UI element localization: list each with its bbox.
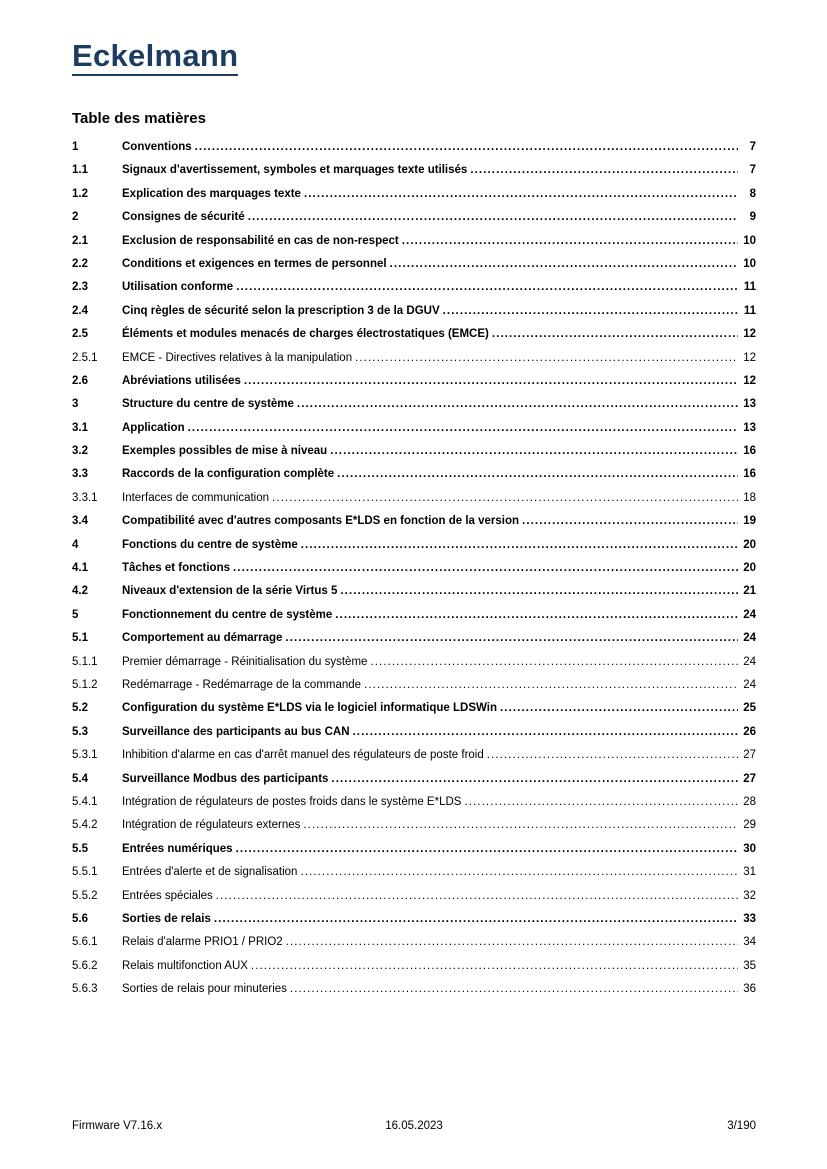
toc-entry[interactable] xyxy=(72,772,756,795)
toc-entry-page: 10 xyxy=(743,257,756,270)
toc-entry-title: Application xyxy=(122,421,185,434)
toc-entry-page: 12 xyxy=(743,374,756,387)
toc-leader-dots xyxy=(214,912,738,926)
toc-entry-number: 5.6 xyxy=(72,912,88,925)
toc-entry[interactable] xyxy=(72,327,756,350)
toc-leader-dots xyxy=(470,163,738,177)
toc-entry-page: 34 xyxy=(743,936,756,949)
toc-entry-title: Configuration du système E*LDS via le logiciel informatique LDSWin xyxy=(122,702,497,715)
toc-entry-number: 2.4 xyxy=(72,304,88,317)
toc-entry-number: 5.6.1 xyxy=(72,936,98,949)
toc-leader-dots xyxy=(402,234,738,248)
toc-entry-title: Relais multifonction AUX xyxy=(122,959,248,972)
toc-entry[interactable] xyxy=(72,163,756,186)
toc-leader-dots xyxy=(297,397,738,411)
toc-leader-dots xyxy=(301,538,738,552)
toc-entry-page: 11 xyxy=(743,304,756,317)
toc-entry-title: Compatibilité avec d'autres composants E*LDS en fonction de la version xyxy=(122,515,520,528)
toc-entry-number: 5.2 xyxy=(72,702,88,715)
toc-entry-number: 1 xyxy=(72,141,79,153)
page-footer xyxy=(72,1120,756,1132)
toc-leader-dots xyxy=(216,889,738,903)
toc-entry-title: Fonctionnement du centre de système xyxy=(122,608,333,621)
footer-firmware-version: Firmware V7.16.x xyxy=(72,1120,163,1132)
toc-leader-dots xyxy=(340,584,738,598)
footer-page-number: 3/190 xyxy=(727,1120,756,1132)
toc-entry-number: 4.2 xyxy=(72,585,88,598)
toc-leader-dots xyxy=(300,865,738,879)
company-logo: Eckelmann xyxy=(72,40,238,76)
toc-leader-dots xyxy=(304,187,738,201)
toc-entry-page: 12 xyxy=(743,351,756,364)
toc-entry-number: 5.4 xyxy=(72,772,88,785)
toc-entry-number: 2.6 xyxy=(72,374,88,387)
toc-leader-dots xyxy=(248,210,738,224)
toc-entry-title: Inhibition d'alarme en cas d'arrêt manuel des régulateurs de poste froid xyxy=(122,749,484,762)
toc-entry[interactable] xyxy=(72,397,756,420)
toc-entry[interactable] xyxy=(72,889,756,912)
toc-entry-title: Interfaces de communication xyxy=(122,491,270,504)
toc-entry-page: 26 xyxy=(743,725,756,738)
toc-leader-dots xyxy=(244,374,738,388)
toc-entry[interactable] xyxy=(72,725,756,748)
toc-entry-page: 16 xyxy=(743,468,756,481)
toc-entry[interactable] xyxy=(72,187,756,210)
toc-entry-page: 7 xyxy=(749,164,756,177)
toc-entry-title: Niveaux d'extension de la série Virtus 5 xyxy=(122,585,338,598)
toc-entry-title: Utilisation conforme xyxy=(122,281,234,294)
toc-entry-number: 5.1.2 xyxy=(72,678,98,691)
toc-entry[interactable] xyxy=(72,140,756,163)
toc-entry-number: 2 xyxy=(72,211,79,224)
header xyxy=(72,40,238,76)
toc-entry-page: 35 xyxy=(743,959,756,972)
toc-entry[interactable] xyxy=(72,561,756,584)
toc-entry-page: 18 xyxy=(743,491,756,504)
toc-entry-number: 1.2 xyxy=(72,187,88,200)
toc-entry[interactable] xyxy=(72,514,756,537)
toc-entry-number: 5.4.1 xyxy=(72,795,98,808)
toc-entry[interactable] xyxy=(72,608,756,631)
toc-entry-number: 5.3.1 xyxy=(72,749,98,762)
toc-entry-page: 12 xyxy=(743,328,756,341)
toc-entry[interactable] xyxy=(72,818,756,841)
toc-entry-number: 5.1 xyxy=(72,632,88,645)
toc-leader-dots xyxy=(390,257,738,271)
toc-leader-dots xyxy=(233,561,738,575)
toc-entry-page: 10 xyxy=(743,234,756,247)
toc-entry-title: Exemples possibles de mise à niveau xyxy=(122,445,328,458)
toc-entry[interactable] xyxy=(72,655,756,678)
toc-entry[interactable] xyxy=(72,748,756,771)
toc-entry-page: 29 xyxy=(743,819,756,832)
toc-entry-page: 20 xyxy=(743,562,756,575)
toc-leader-dots xyxy=(303,818,738,832)
toc-entry-number: 1.1 xyxy=(72,164,88,177)
toc-entry-page: 25 xyxy=(743,702,756,715)
toc-entry-title: Exclusion de responsabilité en cas de non-respect xyxy=(122,234,399,247)
toc-entry-number: 2.1 xyxy=(72,234,88,247)
toc-entry-title: Premier démarrage - Réinitialisation du système xyxy=(122,655,368,668)
toc-leader-dots xyxy=(487,748,738,762)
toc-entry-page: 16 xyxy=(743,445,756,458)
toc-entry-page: 19 xyxy=(743,515,756,528)
toc-entry-page: 32 xyxy=(743,889,756,902)
toc-leader-dots xyxy=(443,304,738,318)
toc-entry-number: 4 xyxy=(72,538,79,551)
toc-entry[interactable] xyxy=(72,257,756,280)
toc-entry-number: 5.6.2 xyxy=(72,959,98,972)
toc-entry[interactable] xyxy=(72,631,756,654)
toc-entry-title: Tâches et fonctions xyxy=(122,562,230,575)
toc-entry-title: Explication des marquages texte xyxy=(122,187,301,200)
toc-entry-page: 30 xyxy=(743,842,756,855)
toc-entry-title: Cinq règles de sécurité selon la prescription 3 de la DGUV xyxy=(122,304,440,317)
toc-entry-number: 2.3 xyxy=(72,281,88,294)
toc-entry-number: 2.5.1 xyxy=(72,351,98,364)
toc-leader-dots xyxy=(285,631,738,645)
toc-entry[interactable] xyxy=(72,210,756,233)
toc-entry-page: 11 xyxy=(743,281,756,294)
toc-entry-title: Consignes de sécurité xyxy=(122,211,245,224)
toc-leader-dots xyxy=(290,982,738,996)
toc-entry-number: 4.1 xyxy=(72,562,88,575)
toc-entry[interactable] xyxy=(72,795,756,818)
toc-entry-number: 5.5 xyxy=(72,842,88,855)
toc-leader-dots xyxy=(500,701,738,715)
toc-entry-number: 3.3.1 xyxy=(72,491,98,504)
toc-entry-number: 5.6.3 xyxy=(72,983,98,996)
toc-entry[interactable] xyxy=(72,538,756,561)
toc-entry-number: 5.3 xyxy=(72,725,88,738)
toc-entry-title: Éléments et modules menacés de charges électrostatiques (EMCE) xyxy=(122,328,489,341)
toc-entry[interactable] xyxy=(72,865,756,888)
toc-entry-page: 24 xyxy=(743,655,756,668)
toc-entry[interactable] xyxy=(72,842,756,865)
toc-entry-title: Signaux d'avertissement, symboles et marquages texte utilisés xyxy=(122,164,468,177)
toc-entry-number: 3.3 xyxy=(72,468,88,481)
toc-entry-number: 5 xyxy=(72,608,79,621)
toc-leader-dots xyxy=(355,351,738,365)
toc-entry-page: 27 xyxy=(743,772,756,785)
toc-entry-number: 2.5 xyxy=(72,328,88,341)
toc-entry[interactable] xyxy=(72,467,756,490)
toc-leader-dots xyxy=(353,725,738,739)
toc-entry-page: 28 xyxy=(743,795,756,808)
toc-entry[interactable] xyxy=(72,351,756,374)
toc-entry-page: 27 xyxy=(743,749,756,762)
toc-entry[interactable] xyxy=(72,982,756,1005)
toc-leader-dots xyxy=(492,327,738,341)
toc-entry-page: 13 xyxy=(743,398,756,411)
toc-entry-page: 24 xyxy=(743,678,756,691)
toc-entry[interactable] xyxy=(72,912,756,935)
toc-entry-number: 2.2 xyxy=(72,257,88,270)
toc-entry-number: 3 xyxy=(72,398,79,411)
toc-leader-dots xyxy=(370,655,738,669)
toc-list xyxy=(72,140,756,1005)
toc-entry[interactable] xyxy=(72,701,756,724)
toc-entry-page: 24 xyxy=(743,608,756,621)
toc-entry-title: EMCE - Directives relatives à la manipulation xyxy=(122,351,353,364)
toc-entry[interactable] xyxy=(72,280,756,303)
toc-entry-number: 3.4 xyxy=(72,515,88,528)
toc-heading: Table des matières xyxy=(72,110,206,127)
toc-leader-dots xyxy=(331,772,738,786)
toc-entry-title: Abréviations utilisées xyxy=(122,374,241,387)
toc-entry-title: Entrées spéciales xyxy=(122,889,213,902)
toc-entry-page: 24 xyxy=(743,632,756,645)
toc-entry-page: 36 xyxy=(743,983,756,996)
toc-entry-page: 31 xyxy=(743,866,756,879)
toc-entry-page: 9 xyxy=(749,211,756,224)
toc-entry[interactable] xyxy=(72,935,756,958)
toc-entry-number: 5.1.1 xyxy=(72,655,98,668)
toc-entry-number: 3.1 xyxy=(72,421,88,434)
toc-entry-number: 5.5.1 xyxy=(72,866,98,879)
toc-entry-title: Conditions et exigences en termes de personnel xyxy=(122,257,387,270)
toc-entry[interactable] xyxy=(72,304,756,327)
toc-entry-title: Comportement au démarrage xyxy=(122,632,283,645)
toc-leader-dots xyxy=(335,608,738,622)
toc-entry-number: 5.4.2 xyxy=(72,819,98,832)
toc-entry[interactable] xyxy=(72,584,756,607)
toc-leader-dots xyxy=(236,280,738,294)
toc-entry[interactable] xyxy=(72,444,756,467)
toc-entry-page: 13 xyxy=(743,421,756,434)
toc-leader-dots xyxy=(330,444,738,458)
toc-entry-title: Entrées d'alerte et de signalisation xyxy=(122,866,298,879)
toc-entry-title: Intégration de régulateurs externes xyxy=(122,819,301,832)
toc-entry-page: 21 xyxy=(743,585,756,598)
toc-entry[interactable] xyxy=(72,678,756,701)
toc-entry-title: Fonctions du centre de système xyxy=(122,538,298,551)
toc-entry[interactable] xyxy=(72,421,756,444)
toc-entry[interactable] xyxy=(72,959,756,982)
toc-leader-dots xyxy=(337,467,738,481)
toc-entry-title: Conventions xyxy=(122,141,192,153)
toc-entry[interactable] xyxy=(72,374,756,397)
toc-entry-page: 20 xyxy=(743,538,756,551)
toc-entry-page: 33 xyxy=(743,912,756,925)
toc-entry-title: Raccords de la configuration complète xyxy=(122,468,335,481)
toc-entry-number: 3.2 xyxy=(72,445,88,458)
toc-leader-dots xyxy=(236,842,738,856)
toc-entry-title: Entrées numériques xyxy=(122,842,233,855)
toc-entry-title: Redémarrage - Redémarrage de la commande xyxy=(122,678,362,691)
toc-leader-dots xyxy=(251,959,738,973)
toc-entry-title: Sorties de relais xyxy=(122,912,211,925)
toc-entry-title: Surveillance des participants au bus CAN xyxy=(122,725,350,738)
toc-leader-dots xyxy=(464,795,738,809)
toc-leader-dots xyxy=(272,491,738,505)
toc-entry-page: 8 xyxy=(749,187,756,200)
toc-entry[interactable] xyxy=(72,491,756,514)
toc-entry-title: Structure du centre de système xyxy=(122,398,294,411)
footer-date: 16.05.2023 xyxy=(385,1120,443,1132)
toc-leader-dots xyxy=(522,514,738,528)
toc-entry-number: 5.5.2 xyxy=(72,889,98,902)
toc-leader-dots xyxy=(195,140,738,154)
toc-leader-dots xyxy=(286,935,738,949)
toc-entry-title: Intégration de régulateurs de postes froids dans le système E*LDS xyxy=(122,795,462,808)
toc-entry-title: Surveillance Modbus des participants xyxy=(122,772,329,785)
toc-entry-title: Sorties de relais pour minuteries xyxy=(122,983,287,996)
toc-entry-title: Relais d'alarme PRIO1 / PRIO2 xyxy=(122,936,283,949)
toc-entry-page: 7 xyxy=(749,141,756,153)
toc-leader-dots xyxy=(364,678,738,692)
toc-leader-dots xyxy=(188,421,738,435)
toc-entry[interactable] xyxy=(72,234,756,257)
